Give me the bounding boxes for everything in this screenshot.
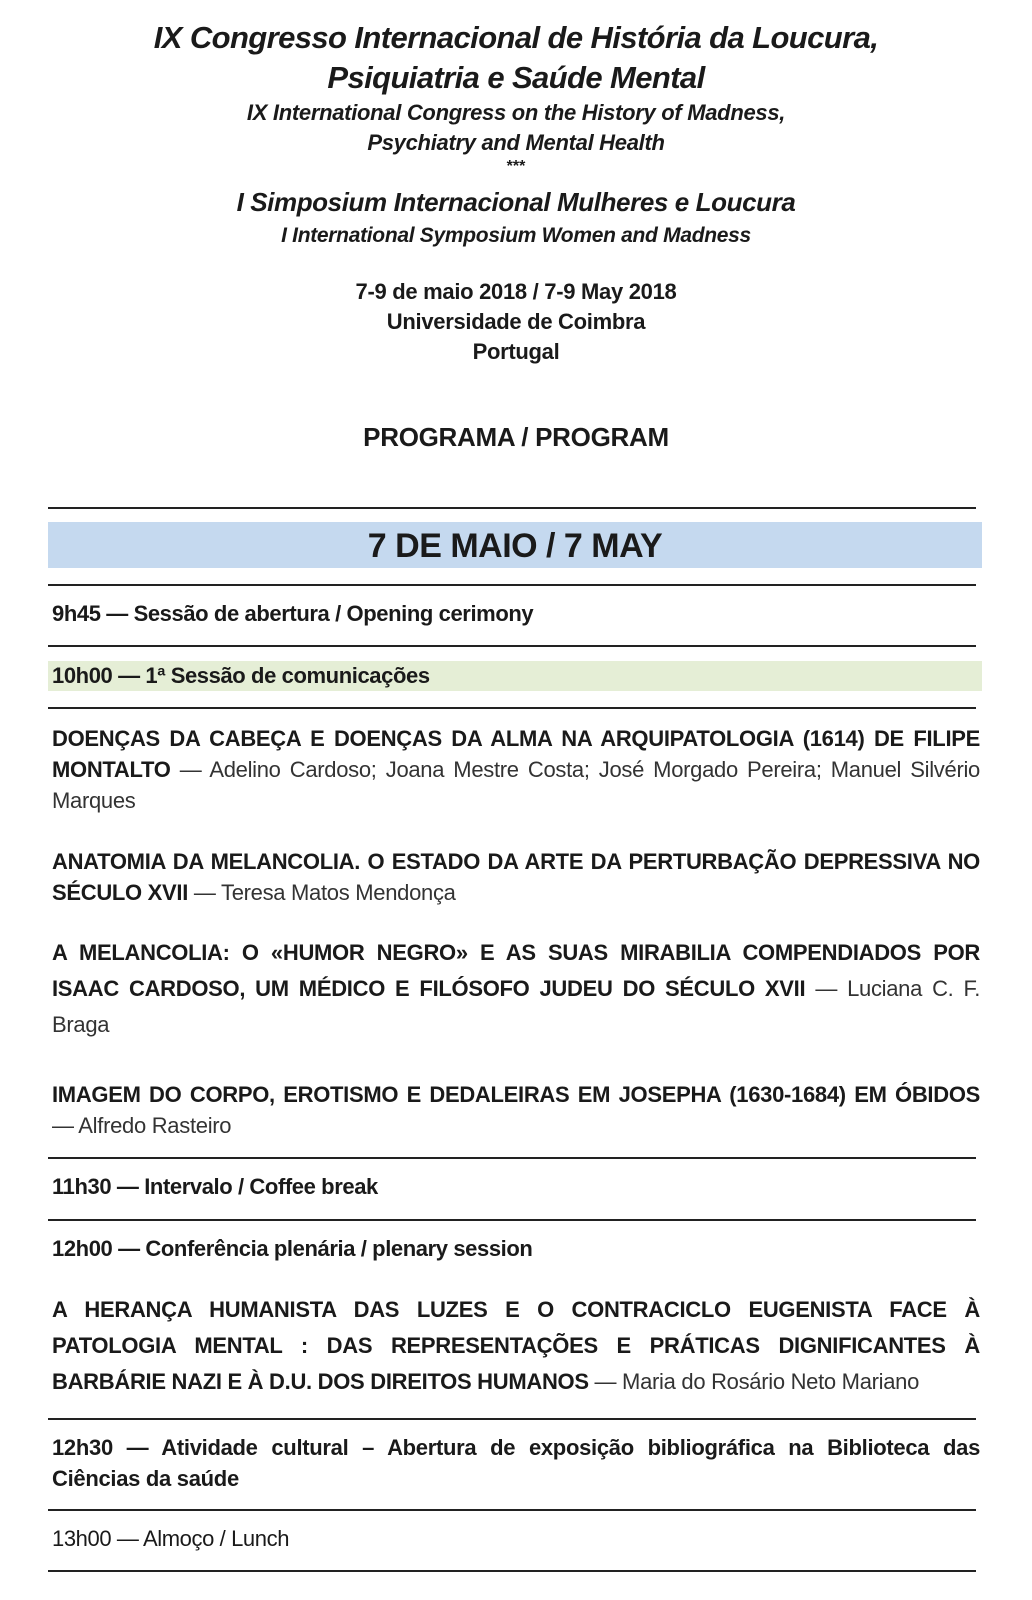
lunch: 13h00 — Almoço / Lunch (52, 1526, 290, 1551)
congress-title-pt-line1: IX Congresso Internacional de História da Loucura, (153, 20, 879, 55)
divider (48, 1157, 976, 1159)
talk-4-authors: — Alfredo Rasteiro (52, 1113, 232, 1138)
talk-2-authors: — Teresa Matos Mendonça (193, 880, 456, 905)
divider (48, 584, 976, 586)
talk-1-authors: — Adelino Cardoso; Joana Mestre Costa; José Morgado Pereira; Manuel Silvério Marques (52, 757, 980, 813)
plenary-heading: 12h00 — Conferência plenária / plenary session (52, 1236, 533, 1261)
congress-title-en (0, 98, 1032, 158)
talk-2-title: ANATOMIA DA MELANCOLIA. O ESTADO DA ARTE DA PERTURBAÇÃO DEPRESSIVA NO SÉCULO XVII (52, 849, 980, 905)
title-separator: *** (506, 158, 526, 175)
divider (48, 1418, 976, 1420)
talk-4 (52, 1079, 980, 1141)
event-venue: Universidade de Coimbra (386, 309, 646, 334)
symposium-title-en: I International Symposium Women and Madness (281, 224, 751, 247)
congress-title-pt (0, 18, 1032, 98)
talk-3-authors: — Luciana C. F. Braga (52, 976, 981, 1037)
coffee-break: 11h30 — Intervalo / Coffee break (52, 1174, 378, 1199)
plenary-talk-title: A HERANÇA HUMANISTA DAS LUZES E O CONTRACICLO EUGENISTA FACE À PATOLOGIA MENTAL : DAS REPRESENTAÇÕES E PRÁTICAS DIGNIFICANTES À BARBÁRIE NAZI E À D.U. DOS DIREITOS HUMANOS (52, 1297, 980, 1394)
program-heading: PROGRAMA / PROGRAM (363, 422, 669, 452)
talk-3 (52, 935, 980, 1043)
cultural-activity: 12h30 — Atividade cultural – Abertura de exposição bibliográfica na Biblioteca das Ciências da saúde (52, 1435, 980, 1491)
congress-title-en-line1: IX International Congress on the History of Madness, (246, 100, 786, 125)
divider (48, 707, 976, 709)
talk-1-title: DOENÇAS DA CABEÇA E DOENÇAS DA ALMA NA ARQUIPATOLOGIA (1614) DE FILIPE MONTALTO (52, 726, 980, 782)
divider (48, 1570, 976, 1572)
day-heading: 7 DE MAIO / 7 MAY (48, 522, 982, 568)
congress-title-en-line2: Psychiatry and Mental Health (367, 130, 665, 155)
talk-3-title: A MELANCOLIA: O «HUMOR NEGRO» E AS SUAS MIRABILIA COMPENDIADOS POR ISAAC CARDOSO, UM MÉDICO E FILÓSOFO JUDEU DO SÉCULO XVII (52, 940, 980, 1001)
congress-title-pt-line2: Psiquiatria e Saúde Mental (327, 60, 705, 95)
opening-session: 9h45 — Sessão de abertura / Opening cerimony (52, 601, 534, 626)
talk-4-title: IMAGEM DO CORPO, EROTISMO E DEDALEIRAS EM JOSEPHA (1630-1684) EM ÓBIDOS (52, 1082, 980, 1107)
event-info (0, 277, 1032, 367)
divider (48, 1509, 976, 1511)
event-dates: 7-9 de maio 2018 / 7-9 May 2018 (355, 279, 677, 304)
divider (48, 1219, 976, 1221)
talk-1 (52, 723, 980, 816)
event-country: Portugal (472, 339, 560, 364)
session-1-heading: 10h00 — 1ª Sessão de comunicações (52, 663, 430, 688)
divider (48, 507, 976, 509)
symposium-title-pt: I Simposium Internacional Mulheres e Loucura (236, 187, 796, 217)
plenary-talk-authors: — Maria do Rosário Neto Mariano (594, 1369, 920, 1394)
plenary-talk (52, 1292, 980, 1400)
divider (48, 645, 976, 647)
talk-2 (52, 846, 980, 908)
